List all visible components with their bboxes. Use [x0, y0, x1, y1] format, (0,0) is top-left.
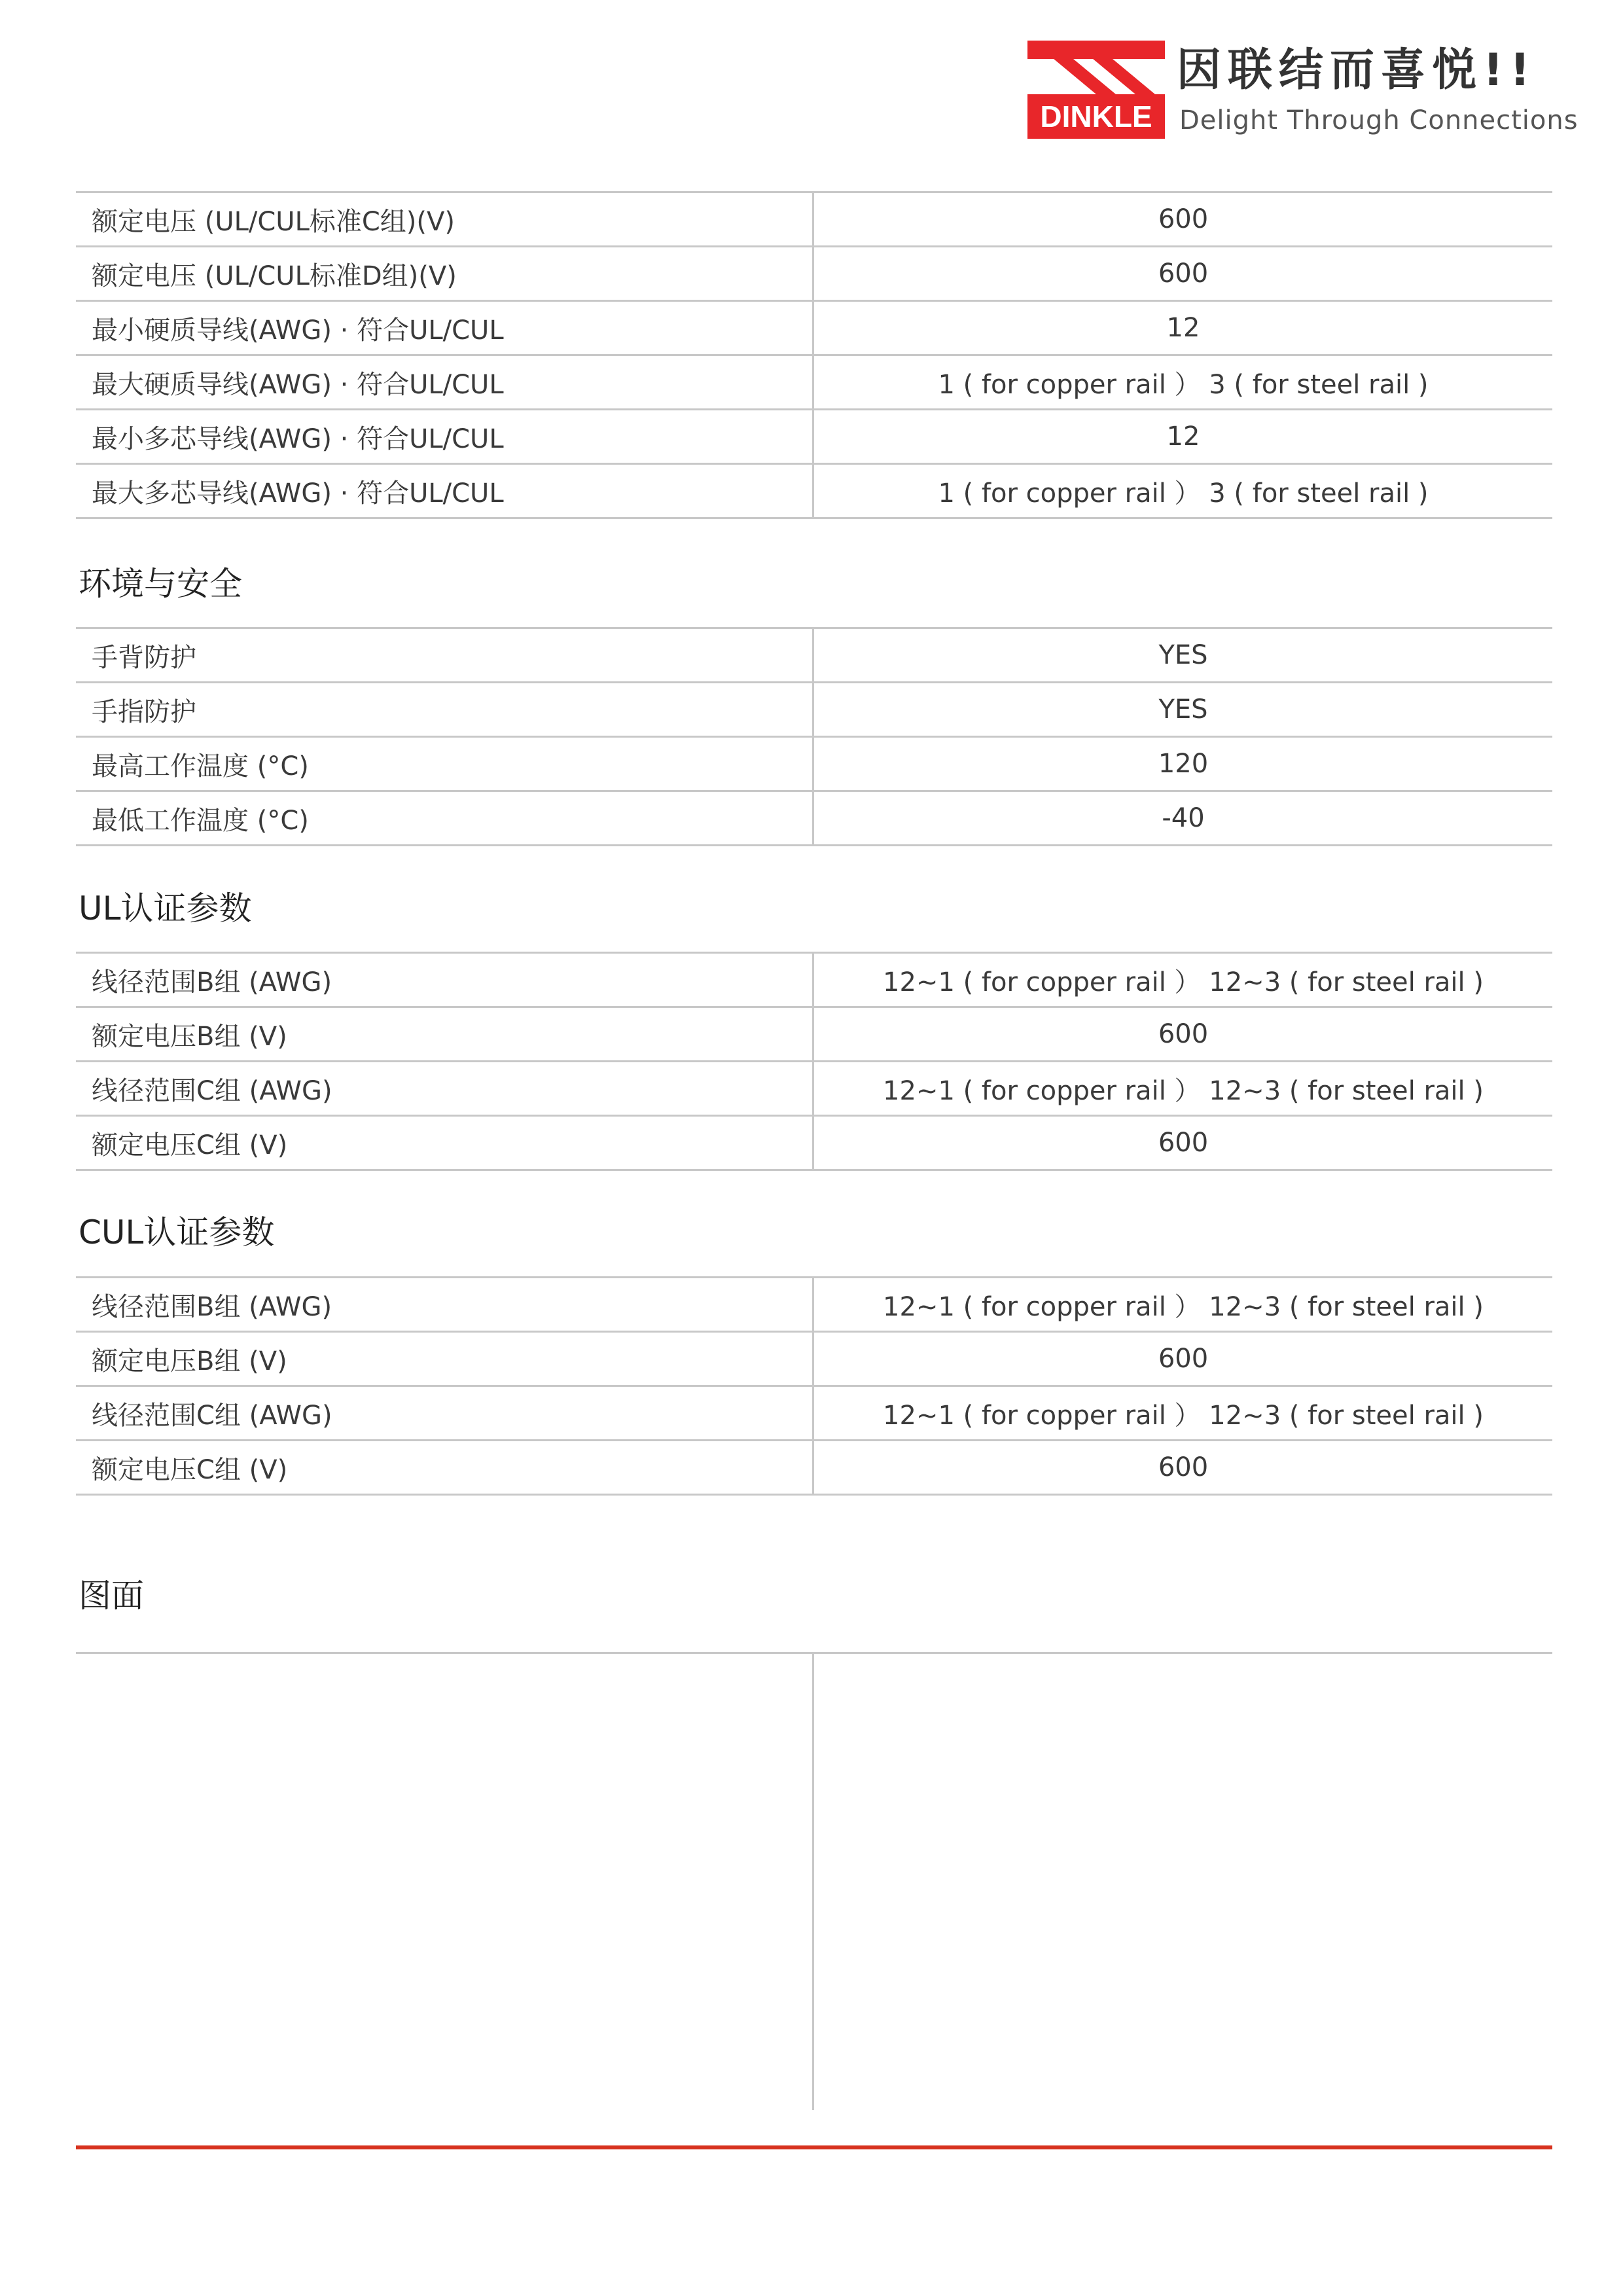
table-row — [76, 1115, 1552, 1171]
spec-label: 额定电压B组 (V) — [76, 1008, 814, 1060]
spec-value: YES — [1158, 694, 1208, 725]
section-title-drawing: 图面 — [79, 1577, 144, 1615]
spec-value: 12~1 ( for copper rail ） 12~3 ( for steel rail ) — [883, 1291, 1484, 1322]
spec-label: 线径范围C组 (AWG) — [76, 1062, 814, 1115]
table-row — [76, 300, 1552, 354]
table-row — [76, 790, 1552, 846]
spec-value: 1 ( for copper rail ） 3 ( for steel rail ) — [938, 369, 1429, 400]
spec-value: 12~1 ( for copper rail ） 12~3 ( for steel rail ) — [883, 1075, 1484, 1106]
spec-value: 600 — [1158, 1128, 1209, 1158]
table-row — [76, 191, 1552, 245]
spec-label: 最高工作温度 (°C) — [76, 738, 814, 790]
section-title-cul: CUL认证参数 — [79, 1213, 275, 1251]
electrical-spec-table — [76, 191, 1552, 519]
spec-value: YES — [1158, 640, 1208, 670]
dinkle-logo — [1027, 41, 1578, 142]
table-row — [76, 627, 1552, 681]
spec-value: -40 — [1162, 803, 1205, 833]
spec-value: 12~1 ( for copper rail ） 12~3 ( for steel rail ) — [883, 967, 1484, 997]
spec-value: 600 — [1158, 259, 1209, 289]
environment-spec-table — [76, 627, 1552, 846]
slogan-english: Delight Through Connections — [1179, 105, 1578, 135]
spec-label: 最大硬质导线(AWG) · 符合UL/CUL — [76, 356, 814, 408]
spec-label: 最大多芯导线(AWG) · 符合UL/CUL — [76, 465, 814, 517]
logo-brand-text: DINKLE — [1040, 99, 1152, 134]
spec-value: 1 ( for copper rail ） 3 ( for steel rail ) — [938, 478, 1429, 509]
spec-value: 600 — [1158, 204, 1209, 234]
drawing-panel-left — [76, 1654, 814, 2110]
spec-label: 最小硬质导线(AWG) · 符合UL/CUL — [76, 302, 814, 354]
cul-spec-table — [76, 1276, 1552, 1496]
footer-rule — [76, 2145, 1552, 2149]
ul-spec-table — [76, 952, 1552, 1171]
spec-value: 12~1 ( for copper rail ） 12~3 ( for steel rail ) — [883, 1400, 1484, 1431]
spec-label: 最小多芯导线(AWG) · 符合UL/CUL — [76, 410, 814, 463]
spec-value: 12 — [1166, 422, 1200, 452]
spec-label: 手指防护 — [76, 683, 814, 736]
section-title-ul: UL认证参数 — [79, 889, 252, 927]
drawing-area — [76, 1652, 1552, 2110]
dinkle-logo-mark — [1027, 41, 1165, 139]
table-row — [76, 1331, 1552, 1385]
spec-value: 600 — [1158, 1452, 1209, 1482]
drawing-panel-right — [814, 1654, 1552, 2110]
spec-label: 最低工作温度 (°C) — [76, 792, 814, 844]
table-row — [76, 681, 1552, 736]
table-row — [76, 1385, 1552, 1439]
table-row — [76, 1006, 1552, 1060]
table-row — [76, 1439, 1552, 1496]
spec-label: 额定电压C组 (V) — [76, 1117, 814, 1169]
table-row — [76, 463, 1552, 519]
slogan-chinese: 因联结而喜悦!! — [1177, 45, 1537, 96]
spec-label: 线径范围C组 (AWG) — [76, 1387, 814, 1439]
spec-label: 额定电压C组 (V) — [76, 1441, 814, 1494]
table-row — [76, 354, 1552, 408]
table-row — [76, 952, 1552, 1006]
spec-label: 手背防护 — [76, 629, 814, 681]
spec-label: 额定电压 (UL/CUL标准C组)(V) — [76, 193, 814, 245]
spec-label: 额定电压 (UL/CUL标准D组)(V) — [76, 247, 814, 300]
table-row — [76, 408, 1552, 463]
table-row — [76, 736, 1552, 790]
spec-value: 600 — [1158, 1019, 1209, 1049]
spec-label: 额定电压B组 (V) — [76, 1333, 814, 1385]
spec-label: 线径范围B组 (AWG) — [76, 954, 814, 1006]
spec-value: 120 — [1158, 749, 1209, 779]
table-row — [76, 1060, 1552, 1115]
spec-value: 600 — [1158, 1344, 1209, 1374]
spec-value: 12 — [1166, 313, 1200, 343]
table-row — [76, 1276, 1552, 1331]
section-title-environment: 环境与安全 — [79, 565, 242, 603]
spec-label: 线径范围B组 (AWG) — [76, 1278, 814, 1331]
table-row — [76, 245, 1552, 300]
